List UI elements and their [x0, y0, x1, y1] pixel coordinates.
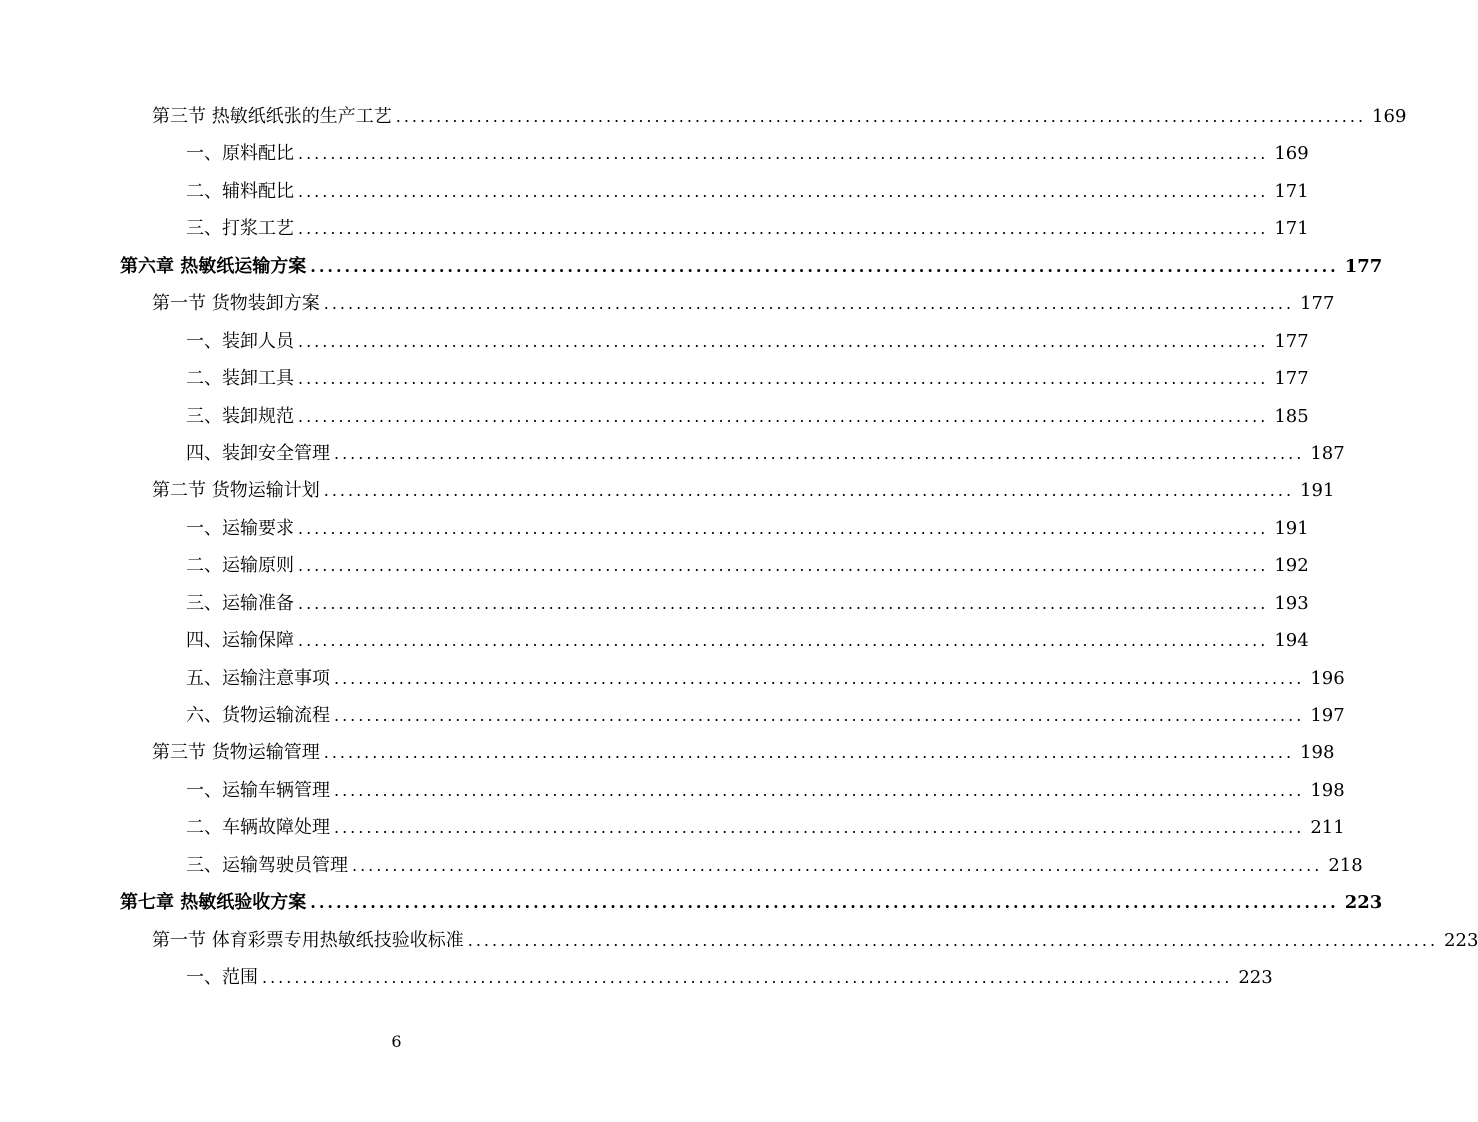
toc-subsection-entry[interactable]: [0, 323, 1309, 360]
toc-entry-page: 169: [1274, 143, 1309, 165]
toc-dot-leader: ........................................................................................................................: [334, 706, 1305, 725]
toc-entry-label: 四、装卸安全管理: [186, 442, 330, 464]
toc-entry-page: 192: [1274, 555, 1309, 577]
toc-dot-leader: ........................................................................................................................: [334, 818, 1305, 838]
toc-subsection-entry[interactable]: [0, 622, 1309, 659]
toc-entry-page: 177: [1344, 255, 1383, 277]
toc-entry-page: 171: [1274, 218, 1309, 240]
toc-dot-leader: ........................................................................................................................: [395, 107, 1367, 126]
toc-entry-page: 177: [1300, 293, 1335, 315]
toc-entry-page: 171: [1274, 180, 1309, 202]
toc-entry-label: 三、打浆工艺: [186, 218, 294, 240]
toc-section-entry[interactable]: [0, 922, 1478, 959]
toc-entry-label: 一、范围: [186, 967, 258, 989]
toc-chapter-entry[interactable]: [0, 248, 1383, 285]
toc-dot-leader: ........................................................................................................................: [352, 855, 1323, 875]
toc-entry-page: 198: [1310, 779, 1345, 801]
toc-entry-page: 196: [1310, 667, 1345, 689]
toc-entry-label: 第三节 货物运输管理: [152, 742, 320, 764]
toc-entry-page: 223: [1238, 967, 1273, 989]
toc-entry-label: 一、装卸人员: [186, 330, 294, 352]
toc-entry-label: 二、辅料配比: [186, 180, 294, 202]
toc-subsection-entry[interactable]: [0, 435, 1345, 472]
toc-dot-leader: ........................................................................................................................: [298, 593, 1269, 613]
toc-entry-label: 二、装卸工具: [186, 368, 294, 390]
toc-entry-label: 三、运输准备: [186, 592, 294, 614]
page-number: 6: [391, 1032, 402, 1051]
toc-entry-page: 187: [1310, 442, 1345, 464]
toc-dot-leader: ........................................................................................................................: [298, 181, 1269, 201]
toc-dot-leader: ........................................................................................................................: [323, 294, 1295, 314]
toc-dot-leader: ........................................................................................................................: [310, 256, 1339, 276]
toc-entry-page: 223: [1444, 929, 1478, 951]
toc-dot-leader: ........................................................................................................................: [334, 668, 1305, 688]
toc-subsection-entry[interactable]: [0, 135, 1309, 172]
toc-dot-leader: ........................................................................................................................: [298, 406, 1269, 426]
toc-subsection-entry[interactable]: [0, 547, 1309, 584]
toc-entry-page: 223: [1344, 892, 1383, 914]
toc-entry-label: 三、运输驾驶员管理: [186, 854, 348, 876]
toc-entry-page: 177: [1274, 330, 1309, 352]
toc-entry-page: 169: [1372, 106, 1407, 127]
toc-entry-label: 第二节 货物运输计划: [152, 480, 320, 502]
toc-entry-label: 五、运输注意事项: [186, 667, 330, 689]
toc-subsection-entry[interactable]: [0, 697, 1345, 734]
toc-subsection-entry[interactable]: [0, 210, 1309, 247]
toc-dot-leader: ........................................................................................................................: [298, 556, 1269, 576]
toc-entry-label: 第一节 货物装卸方案: [152, 293, 320, 315]
toc-subsection-entry[interactable]: [0, 585, 1309, 622]
toc-dot-leader: ........................................................................................................................: [298, 144, 1269, 164]
toc-subsection-entry[interactable]: [0, 360, 1309, 397]
toc-entry-label: 三、装卸规范: [186, 405, 294, 427]
toc-section-entry[interactable]: [0, 98, 1407, 135]
toc-entry-page: 194: [1274, 630, 1309, 652]
toc-entry-label: 第三节 热敏纸纸张的生产工艺: [152, 106, 392, 127]
toc-dot-leader: ........................................................................................................................: [262, 968, 1233, 988]
toc-chapter-entry[interactable]: [0, 884, 1383, 921]
toc-entry-label: 第一节 体育彩票专用热敏纸技验收标准: [152, 929, 464, 951]
toc-dot-leader: ........................................................................................................................: [334, 780, 1305, 800]
toc-section-entry[interactable]: [0, 285, 1335, 322]
toc-dot-leader: ........................................................................................................................: [323, 743, 1295, 763]
toc-entry-page: 218: [1328, 854, 1363, 876]
toc-entry-label: 一、原料配比: [186, 143, 294, 165]
toc-entry-page: 211: [1310, 817, 1345, 839]
toc-subsection-entry[interactable]: [0, 398, 1309, 435]
toc-entry-page: 197: [1310, 705, 1345, 726]
toc-dot-leader: ........................................................................................................................: [298, 518, 1269, 538]
toc-subsection-entry[interactable]: [0, 847, 1363, 884]
toc-subsection-entry[interactable]: [0, 772, 1345, 809]
toc-subsection-entry[interactable]: [0, 809, 1345, 846]
toc-entry-page: 191: [1300, 480, 1335, 502]
toc-entry-label: 一、运输车辆管理: [186, 779, 330, 801]
toc-section-entry[interactable]: [0, 472, 1335, 509]
toc-dot-leader: ........................................................................................................................: [298, 331, 1269, 351]
toc-entry-page: 191: [1274, 517, 1309, 539]
toc-entry-label: 第七章 热敏纸验收方案: [120, 892, 307, 914]
toc-dot-leader: ........................................................................................................................: [467, 930, 1439, 950]
toc-section-entry[interactable]: [0, 734, 1335, 771]
toc-entry-label: 六、货物运输流程: [186, 705, 330, 726]
toc-subsection-entry[interactable]: [0, 510, 1309, 547]
toc-dot-leader: ........................................................................................................................: [298, 631, 1269, 651]
toc-entry-page: 198: [1300, 742, 1335, 764]
toc-entry-label: 一、运输要求: [186, 517, 294, 539]
toc-entry-page: 193: [1274, 592, 1309, 614]
toc-entry-label: 第六章 热敏纸运输方案: [120, 255, 307, 277]
toc-entry-page: 185: [1274, 405, 1309, 427]
toc-entry-label: 二、运输原则: [186, 555, 294, 577]
toc-subsection-entry[interactable]: [0, 173, 1309, 210]
table-of-contents: [0, 98, 1478, 997]
toc-entry-page: 177: [1274, 368, 1309, 390]
toc-dot-leader: ........................................................................................................................: [310, 893, 1339, 913]
toc-dot-leader: ........................................................................................................................: [323, 481, 1295, 501]
toc-entry-label: 二、车辆故障处理: [186, 817, 330, 839]
toc-subsection-entry[interactable]: [0, 660, 1345, 697]
toc-dot-leader: ........................................................................................................................: [298, 219, 1269, 239]
toc-entry-label: 四、运输保障: [186, 630, 294, 652]
toc-subsection-entry[interactable]: [0, 959, 1273, 996]
toc-dot-leader: ........................................................................................................................: [334, 443, 1305, 463]
toc-dot-leader: ........................................................................................................................: [298, 369, 1269, 389]
